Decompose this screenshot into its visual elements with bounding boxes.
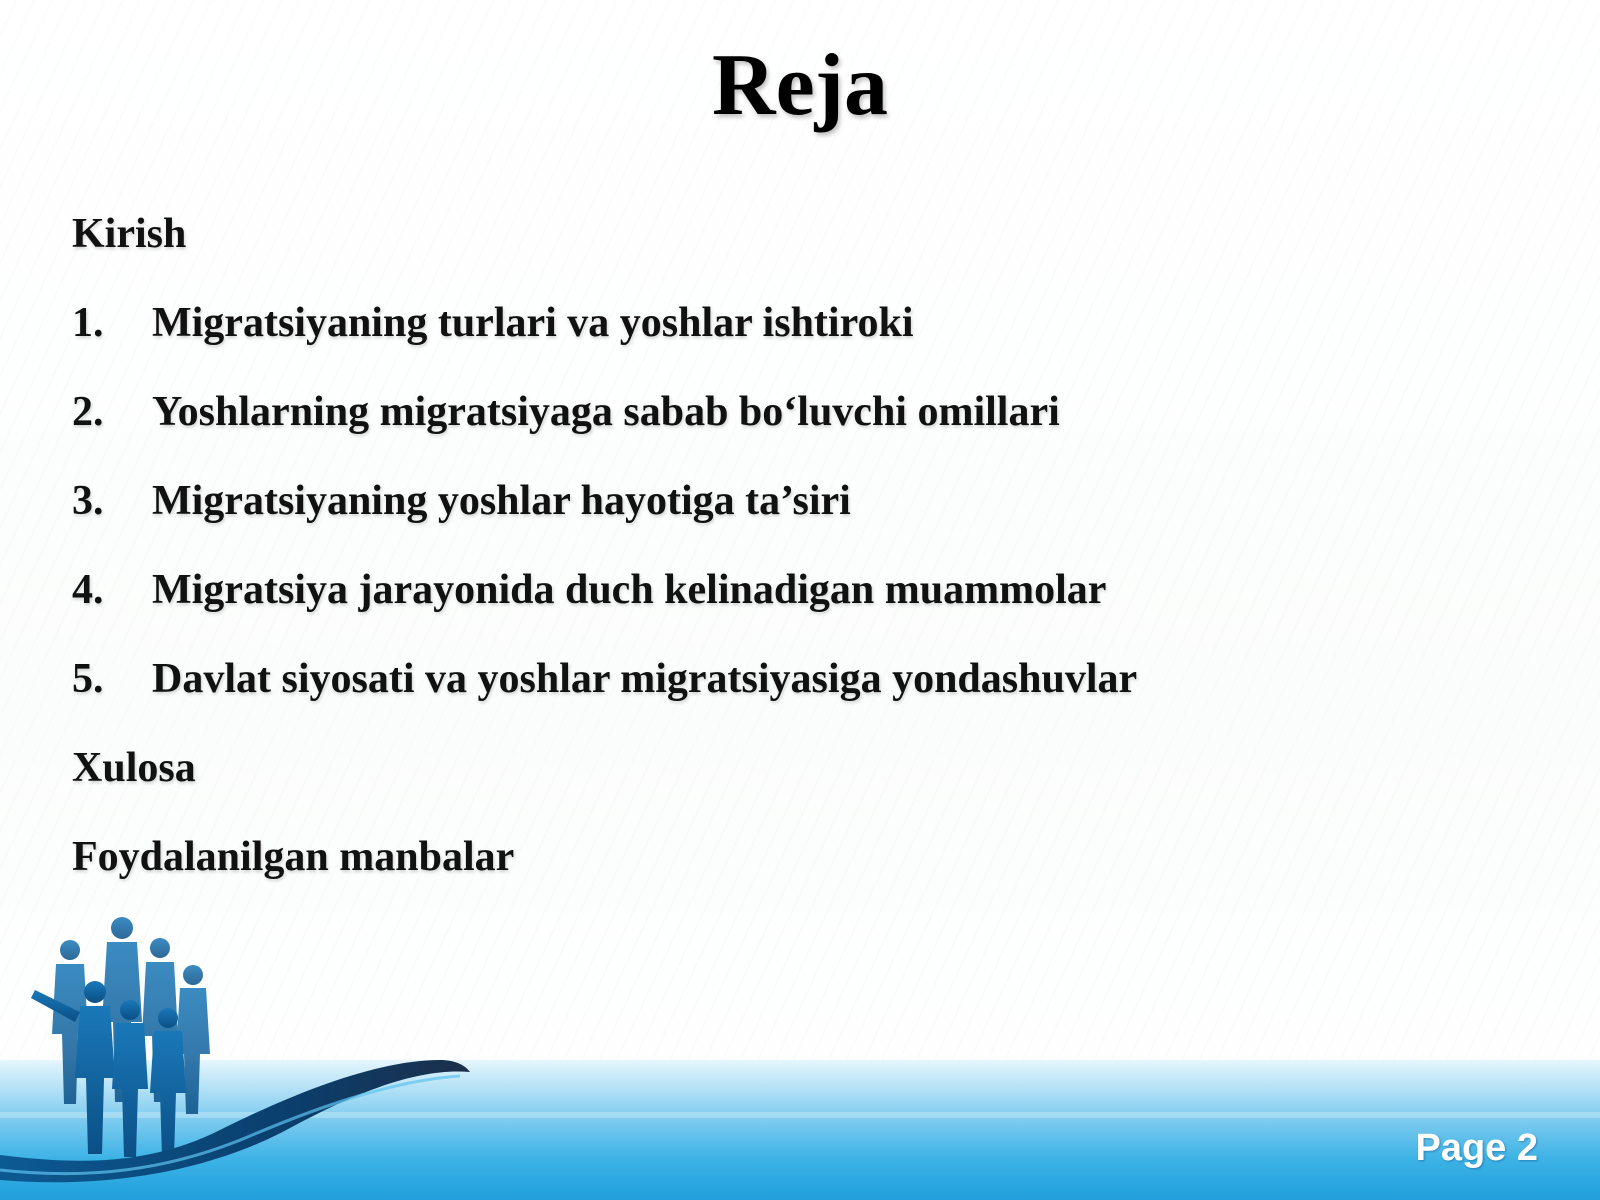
agenda-item-2 (72, 386, 1372, 475)
agenda-item-label: Migratsiyaning yoshlar hayotiga ta’siri (152, 478, 851, 524)
agenda-item-intro (72, 208, 1372, 297)
agenda-item-number: 2. (72, 389, 104, 435)
people-silhouette-icon (0, 900, 520, 1200)
agenda-item-label: Migratsiya jarayonida duch kelinadigan muammolar (152, 567, 1107, 613)
agenda-item-number: 4. (72, 567, 104, 613)
agenda-item-label: Davlat siyosati va yoshlar migratsiyasiga yondashuvlar (152, 656, 1138, 702)
agenda-item-5 (72, 653, 1372, 742)
agenda-item-label: Migratsiyaning turlari va yoshlar ishtiroki (152, 300, 914, 346)
agenda-item-3 (72, 475, 1372, 564)
agenda-item-label: Kirish (72, 211, 187, 257)
slide-title: Reja (712, 37, 888, 134)
agenda-item-label: Foydalanilgan manbalar (72, 834, 515, 880)
agenda-item-conclusion (72, 742, 1372, 831)
agenda-item-1 (72, 297, 1372, 386)
agenda-item-4 (72, 564, 1372, 653)
agenda-item-number: 1. (72, 300, 104, 346)
agenda-item-label: Yoshlarning migratsiyaga sabab bo‘luvchi omillari (152, 389, 1060, 435)
page-number-label: Page 2 (1415, 1127, 1538, 1169)
agenda-item-number: 3. (72, 478, 104, 524)
agenda-item-label: Xulosa (72, 745, 196, 791)
agenda-list (72, 208, 1372, 920)
agenda-item-number: 5. (72, 656, 104, 702)
